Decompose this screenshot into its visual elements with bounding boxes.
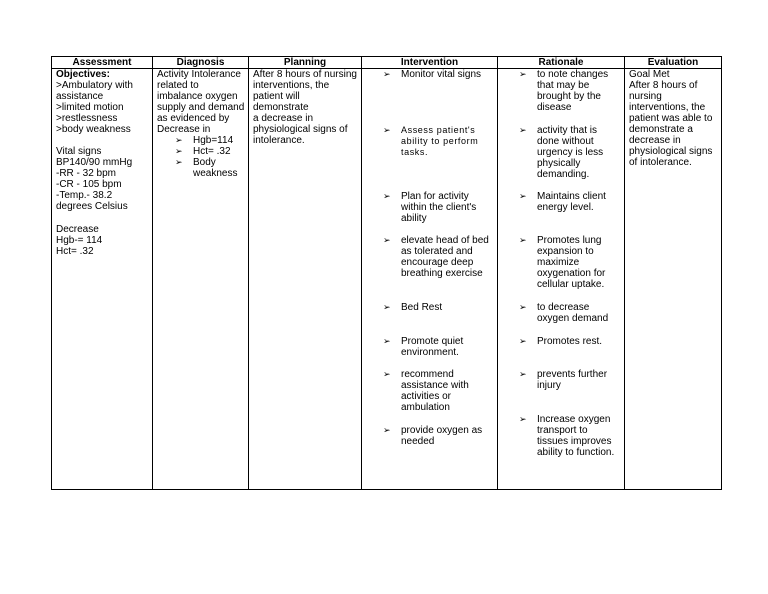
arrow-bullet-icon: ➢	[519, 191, 527, 201]
arrow-bullet-icon: ➢	[383, 425, 391, 435]
arrow-bullet-icon: ➢	[383, 336, 391, 346]
assessment-column	[52, 57, 153, 489]
nursing-care-plan-table	[51, 56, 722, 490]
evaluation-column	[625, 57, 721, 489]
decrease-values: Decrease Hgb-= 114 Hct= .32	[56, 224, 103, 257]
arrow-bullet-icon: ➢	[383, 125, 391, 135]
arrow-bullet-icon: ➢	[383, 191, 391, 201]
diagnosis-header: Diagnosis	[153, 57, 248, 69]
planning-column	[249, 57, 362, 489]
evaluation-header: Evaluation	[625, 57, 721, 69]
planning-text: After 8 hours of nursing interventions, the patient will demonstrate a decrease in physiological signs of intolerance.	[253, 69, 357, 146]
arrow-bullet-icon: ➢	[519, 369, 527, 379]
planning-header: Planning	[249, 57, 361, 69]
rationale-header: Rationale	[498, 57, 624, 69]
arrow-bullet-icon: ➢	[175, 146, 183, 156]
arrow-bullet-icon: ➢	[383, 369, 391, 379]
arrow-bullet-icon: ➢	[519, 235, 527, 245]
evaluation-text: Goal Met After 8 hours of nursing interventions, the patient was able to demonstrate a decrease in physiological signs of intolerance.	[629, 69, 713, 168]
arrow-bullet-icon: ➢	[383, 235, 391, 245]
diagnosis-text: Activity Intolerance related to imbalance oxygen supply and demand as evidenced by Decrease in	[157, 69, 245, 135]
arrow-bullet-icon: ➢	[175, 157, 183, 167]
arrow-bullet-icon: ➢	[519, 125, 527, 135]
arrow-bullet-icon: ➢	[519, 414, 527, 424]
intervention-column: Intervention ➢ Monitor vital signs ➢ Assess patient's ability to perform tasks. ➢ Plan for activity within the client's ability ➢ elevate head of bed as tolerated and encourage deep breathing exercise ➢ Bed Rest ➢ Promote quiet environment. ➢ recommend assistance with activities or ambulation ➢ provide oxygen as needed	[362, 57, 498, 489]
diagnosis-column: Diagnosis Activity Intolerance related to imbalance oxygen supply and demand as evidenced by Decrease in ➢ Hgb=114 ➢ Hct= .32 ➢ Body weakness	[153, 57, 249, 489]
arrow-bullet-icon: ➢	[383, 302, 391, 312]
objectives-list: >Ambulatory with assistance >limited motion >restlessness >body weakness	[56, 80, 133, 135]
arrow-bullet-icon: ➢	[383, 69, 391, 79]
vital-signs: Vital signs BP140/90 mmHg -RR - 32 bpm -CR - 105 bpm -Temp.- 38.2 degrees Celsius	[56, 146, 133, 212]
arrow-bullet-icon: ➢	[519, 69, 527, 79]
arrow-bullet-icon: ➢	[175, 135, 183, 145]
intervention-header: Intervention	[362, 57, 497, 69]
assessment-header: Assessment	[52, 57, 152, 69]
arrow-bullet-icon: ➢	[519, 336, 527, 346]
arrow-bullet-icon: ➢	[519, 302, 527, 312]
objectives-label: Objectives:	[56, 69, 110, 80]
rationale-column: Rationale ➢ to note changes that may be brought by the disease ➢ activity that is done without urgency is less physically demanding. ➢ Maintains client energy level. ➢ Promotes lung expansion to maximize oxygenation for cellular uptake. ➢ to decrease oxygen demand ➢ Promotes rest. ➢ prevents further injury ➢ Increase oxygen transport to tissues improves ability to function.	[498, 57, 625, 489]
